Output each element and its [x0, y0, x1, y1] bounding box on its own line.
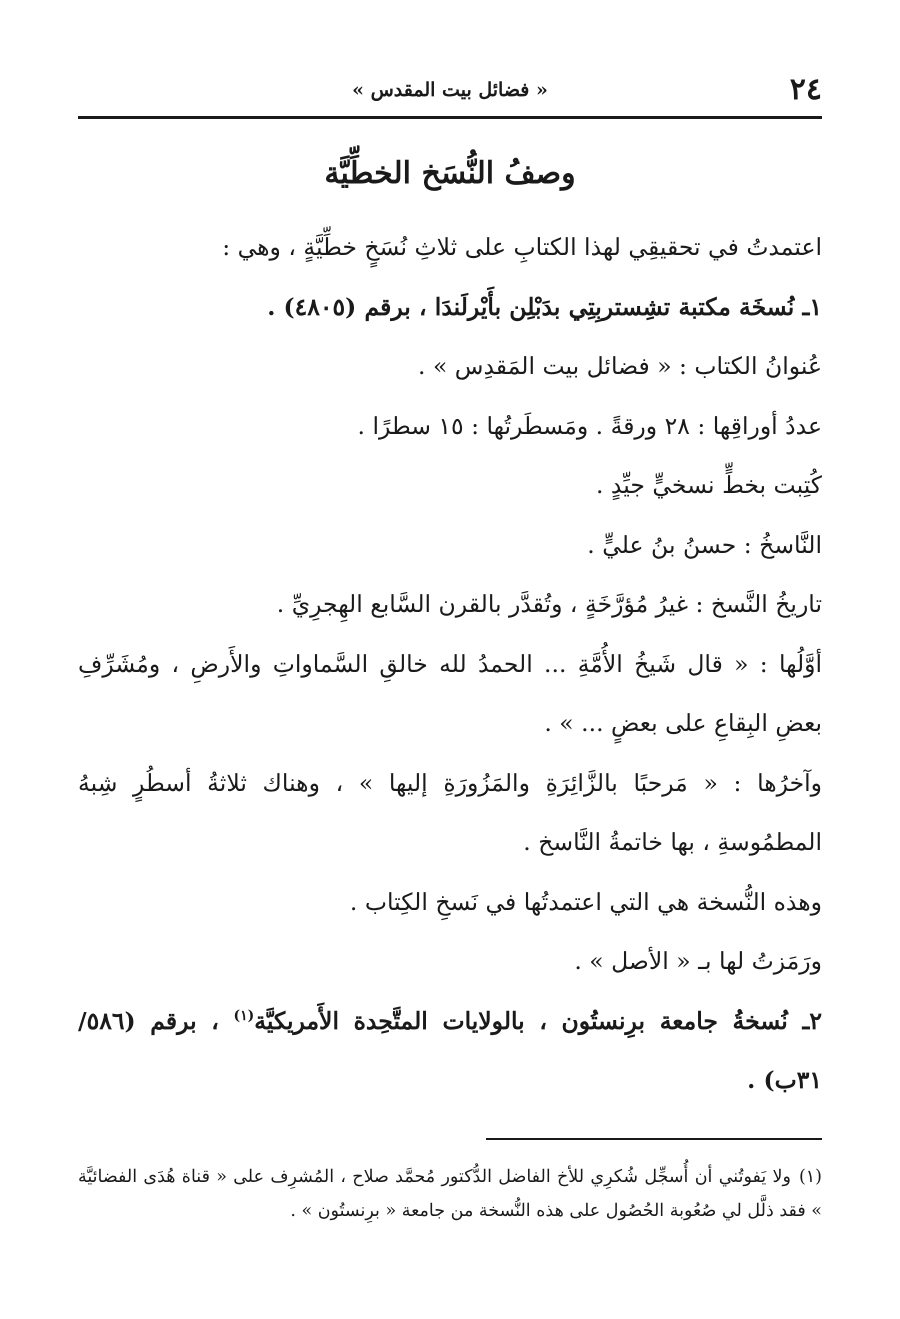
footnote-paragraph — [78, 1160, 822, 1228]
manuscript-1-copyist: النَّاسخُ : حسنُ بنُ عليٍّ . — [587, 530, 822, 559]
manuscript-2-heading-text: ٢ـ نُسخةُ جامعة برِنستُون ، بالولايات المتَّحِدة الأَمريكيَّة — [254, 1006, 822, 1035]
footnote-text: ولا يَفوتُني أن أُسجِّل شُكرِي للأخ الفاضل الدُّكتور مُحمَّد صلاح ، المُشرِف على « قناة هُدَى الفضائيَّة » فقد ذلَّل لي صُعُوبة الحُصُول على هذه النُّسخة من جامعة « برِنستُون » . — [78, 1167, 822, 1221]
manuscript-1-title: عُنوانُ الكتاب : « فضائل بيت المَقدِس » . — [418, 352, 822, 380]
manuscript-1-heading: ١ـ نُسخَة مكتبة تشِستربِتِي بدَبْلِن بأَيْرلَندَا ، برقم (٤٨٠٥) . — [267, 292, 822, 321]
running-title: « فضائل بيت المقدس » — [352, 79, 548, 101]
page-header — [78, 70, 822, 110]
manuscript-1-ending: وآخرُها : « مَرحبًا بالزَّائِرَةِ والمَزُورَةِ إليها » ، وهناك ثلاثةُ أسطُرٍ شِبهُ المطمُوسةِ ، بها خاتمةُ النَّاسخ . — [78, 768, 822, 856]
manuscript-1-symbol: ورَمَزتُ لها بـ « الأصل » . — [574, 947, 822, 975]
manuscript-1-script: كُتِبت بخطٍّ نسخيٍّ جيِّدٍ . — [595, 471, 822, 499]
intro-paragraph: اعتمدتُ في تحقيقِي لهذا الكتابِ على ثلاثِ نُسَخٍ خطِّيَّةٍ ، وهي : — [222, 233, 822, 261]
footnote-rule — [486, 1138, 822, 1140]
section-title: وصفُ النُّسَخ الخطِّيَّة — [324, 156, 576, 191]
manuscript-1-date: تاريخُ النَّسخ : غيرُ مُؤرَّخَةٍ ، وتُقدَّر بالقرن السَّابع الهِجرِيِّ . — [276, 590, 822, 618]
page-number: ٢٤ — [789, 72, 822, 107]
manuscript-2-heading — [78, 992, 822, 1111]
manuscript-2-heading-number: ، برقم (٥٨٦/ ٣١ب) . — [78, 1006, 822, 1094]
footnote — [78, 1160, 822, 1228]
footnote-reference[interactable]: (١) — [233, 1007, 255, 1024]
manuscript-1-reliance: وهذه النُّسخة هي التي اعتمدتُها في نَسخِ الكِتاب . — [349, 887, 822, 916]
header-rule — [78, 116, 822, 119]
manuscript-1-leaves: عددُ أوراقِها : ٢٨ ورقةً . ومَسطَرتُها : ١٥ سطرًا . — [357, 411, 822, 440]
footnote-marker: (١) — [798, 1167, 822, 1187]
body-text — [78, 218, 822, 1111]
manuscript-1-beginning: أوَّلُها : « قال شَيخُ الأُمَّةِ ... الحمدُ لله خالقِ السَّماواتِ والأَرضِ ، ومُشَرِّفِ بعضِ البِقاعِ على بعضٍ ... » . — [78, 649, 822, 737]
